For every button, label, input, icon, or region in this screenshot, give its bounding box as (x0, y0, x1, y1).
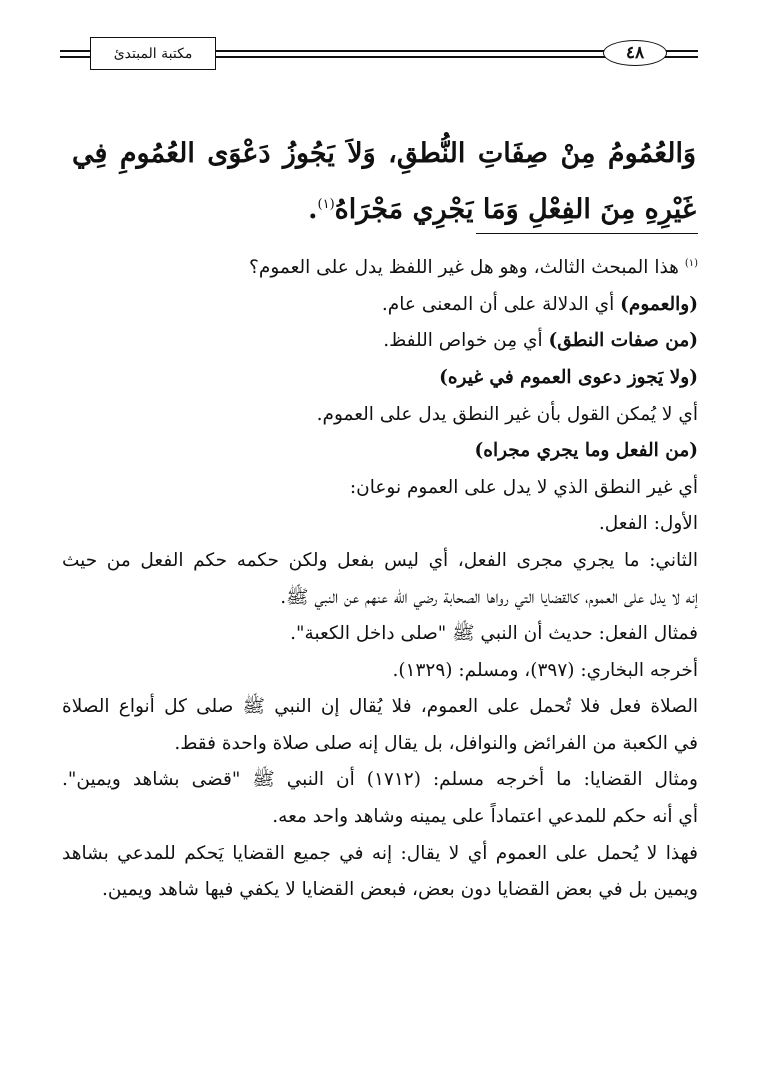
footnote-line: ويمين بل في بعض القضايا دون بعض، فبعض القضايا لا يكفي فيها شاهد ويمين. (102, 879, 698, 901)
footnote-line (62, 323, 698, 360)
running-title: مكتبة المبتدئ (90, 37, 216, 70)
footnote-line: أي لا يُمكن القول بأن غير النطق يدل على العموم. (316, 403, 698, 425)
footnote (62, 246, 698, 909)
footnote-reference: (١) (317, 197, 335, 212)
footnote-line: في الكعبة من الفرائض والنوافل، بل يقال إنه صلى صلاة واحدة فقط. (174, 732, 698, 754)
footnote-line: فهذا لا يُحمل على العموم أي لا يقال: إنه في جميع القضايا يَحكم للمدعي بشاهد (62, 842, 698, 864)
footnote-marker: (١) (684, 258, 698, 269)
main-text-line-2: يَجْرِي مَجْرَاهُ (334, 194, 474, 225)
footnote-line: الصلاة فعل فلا تُحمل على العموم، فلا يُقال إن النبي ﷺ صلى كل أنواع الصلاة (62, 696, 698, 718)
main-text-line-1: وَالعُمُومُ مِنْ صِفَاتِ النُّطقِ، وَلاَ يَجُوزُ دَعْوَى العُمُومِ فِي غَيْرِهِ مِنَ الفِعْلِ وَمَا (72, 138, 696, 225)
footnote-text: أي الدلالة على أن المعنى عام. (381, 293, 621, 315)
footnote-line: إنه لا يدل على العموم، كالقضايا التي رواها الصحابة رضي الله عنهم عن النبي ﷺ. (280, 586, 698, 608)
quoted-term: (والعموم) (620, 293, 698, 315)
footnote-separator (476, 233, 698, 234)
quoted-term: (من الفعل وما يجري مجراه) (474, 440, 698, 462)
footnote-line: أخرجه البخاري: (٣٩٧)، ومسلم: (١٣٢٩). (392, 659, 698, 681)
quoted-term: (ولا يَجوز دعوى العموم في غيره) (439, 366, 698, 388)
footnote-line (62, 287, 698, 324)
main-text-period: . (308, 194, 318, 225)
footnote-line: ومثال القضايا: ما أخرجه مسلم: (١٧١٢) أن النبي ﷺ "قضى بشاهد ويمين". (62, 769, 698, 791)
footnote-text: هذا المبحث الثالث، وهو هل غير اللفظ يدل على العموم؟ (249, 257, 679, 279)
footnote-text: أي مِن خواص اللفظ. (383, 330, 549, 352)
main-text (72, 128, 696, 235)
footnote-line (62, 246, 698, 287)
footnote-line: أي غير النطق الذي لا يدل على العموم نوعان: (349, 476, 698, 498)
footnote-line: فمثال الفعل: حديث أن النبي ﷺ "صلى داخل الكعبة". (290, 623, 698, 645)
page-number: ٤٨ (603, 40, 667, 66)
quoted-term: (من صفات النطق) (548, 330, 698, 352)
footnote-line: أي أنه حكم للمدعي اعتماداً على يمينه وشاهد واحد معه. (272, 806, 698, 828)
footnote-line: الثاني: ما يجري مجرى الفعل، أي ليس بفعل ولكن حكمه حكم الفعل من حيث (62, 549, 698, 571)
footnote-line: الأول: الفعل. (598, 513, 698, 535)
